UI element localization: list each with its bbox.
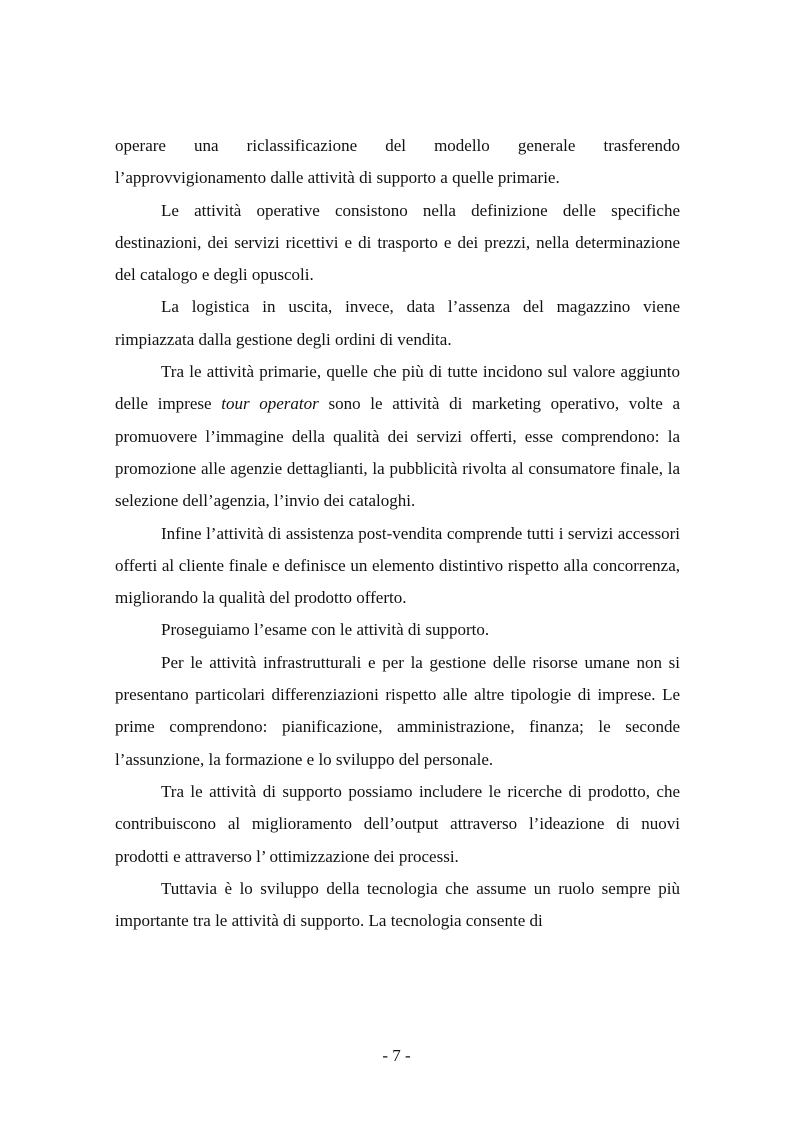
text-segment: sono le attività di marketing operativo, volte a promuovere l’immagine della qualità dei servizi offerti, esse comprendono: la promozione alle agenzie dettaglianti, la pubblicità rivolta al consumatore finale, la selezione dell’agenzia, l’invio dei cataloghi.: [115, 394, 680, 511]
paragraph: [115, 195, 680, 292]
italic-term: tour operator: [221, 394, 319, 414]
paragraph: [115, 130, 680, 195]
text-segment: Tra le attività di supporto possiamo includere le ricerche di prodotto, che contribuiscono al miglioramento dell’output attraverso l’ideazione di nuovi prodotti e attraverso l’ ottimizzazione dei processi.: [115, 781, 680, 866]
page-body: [115, 130, 680, 937]
paragraph: [115, 647, 680, 776]
text-segment: Proseguiamo l’esame con le attività di supporto.: [161, 620, 490, 640]
page-number: - 7 -: [382, 1046, 411, 1065]
paragraph: [115, 873, 680, 938]
text-segment: Tuttavia è lo sviluppo della tecnologia che assume un ruolo sempre più importante tra le attività di supporto. La tecnologia consente di: [115, 878, 680, 931]
paragraph: [115, 518, 680, 615]
text-segment: La logistica in uscita, invece, data l’assenza del magazzino viene rimpiazzata dalla gestione degli ordini di vendita.: [115, 297, 680, 349]
paragraph: [115, 614, 680, 646]
paragraph: [115, 776, 680, 873]
text-segment: Per le attività infrastrutturali e per la gestione delle risorse umane non si presentano particolari differenziazioni rispetto alle altre tipologie di imprese. Le prime comprendono: pianificazione, amministrazione, finanza; le seconde l’assunzione, la formazione e lo sviluppo del personale.: [115, 652, 680, 769]
text-segment: Infine l’attività di assistenza post-vendita comprende tutti i servizi accessori offerti al cliente finale e definisce un elemento distintivo rispetto alla concorrenza, migliorando la qualità del prodotto offerto.: [115, 523, 680, 608]
text-segment: operare una riclassificazione del modello generale trasferendo l’approvvigionamento dalle attività di supporto a quelle primarie.: [115, 136, 680, 188]
text-segment: Tra le attività primarie, quelle che più di tutte incidono sul valore aggiunto delle imprese: [115, 362, 680, 414]
paragraph: [115, 291, 680, 356]
text-segment: Le attività operative consistono nella definizione delle specifiche destinazioni, dei servizi ricettivi e di trasporto e dei prezzi, nella determinazione del catalogo e degli opuscoli.: [115, 200, 680, 285]
paragraph: [115, 356, 680, 517]
